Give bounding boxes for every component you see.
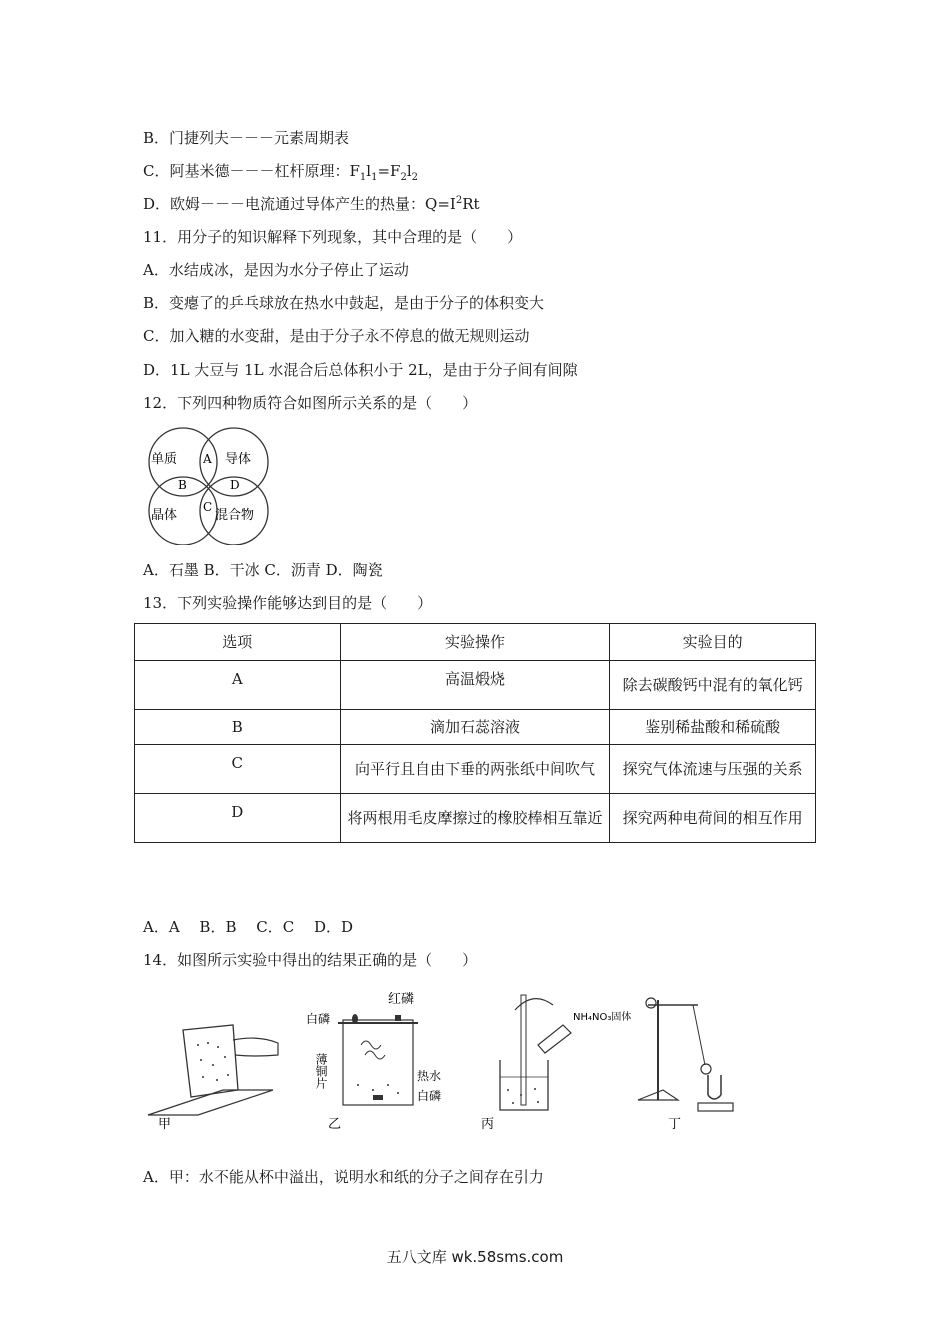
figure-jia [148, 1025, 278, 1132]
figure-ding [638, 998, 733, 1132]
venn-diagram [143, 425, 273, 545]
figure-label-ding: 丁 [668, 1117, 682, 1132]
table-row [135, 661, 816, 710]
table-cell: 探究两种电荷间的相互作用 [610, 794, 816, 843]
figure-label-bing: 丙 [481, 1117, 495, 1132]
table-row [135, 745, 816, 794]
table-cell: 除去碳酸钙中混有的氧化钙 [610, 661, 816, 710]
figure-label-yi: 乙 [328, 1117, 342, 1132]
venn-label-top-left: 单质 [151, 452, 178, 467]
q14-option-a: A．甲：水不能从杯中溢出，说明水和纸的分子之间存在引力 [143, 1168, 544, 1186]
q13-stem: 13．下列实验操作能够达到目的是（ ） [143, 594, 433, 612]
table-row [135, 794, 816, 843]
table-cell: C [135, 745, 341, 794]
table-header: 实验操作 [340, 624, 610, 661]
q11-option-d: D．1L 大豆与 1L 水混合后总体积小于 2L，是由于分子间有间隙 [143, 361, 578, 379]
figure-yi [306, 991, 441, 1132]
fig-yi-white-phosphorus-bottom: 白磷 [417, 1089, 442, 1103]
venn-label-top-right: 导体 [225, 452, 252, 467]
q14-stem: 14．如图所示实验中得出的结果正确的是（ ） [143, 951, 478, 969]
fig-yi-white-phosphorus-top: 白磷 [306, 1012, 331, 1026]
table-cell: 鉴别稀盐酸和稀硫酸 [610, 710, 816, 745]
figure-label-jia: 甲 [158, 1117, 172, 1132]
q11-option-c: C．加入糖的水变甜，是由于分子永不停息的做无规则运动 [143, 327, 530, 345]
venn-region-c: C [203, 500, 213, 514]
q12-options: A．石墨 B．干冰 C．沥青 D．陶瓷 [143, 561, 383, 579]
q10-option-d: D．欧姆－－－电流通过导体产生的热量：$Q=I^2Rt$ [143, 195, 480, 213]
q12-stem: 12．下列四种物质符合如图所示关系的是（ ） [143, 394, 478, 412]
q11-option-b: B．变瘪了的乒乓球放在热水中鼓起，是由于分子的体积变大 [143, 294, 545, 312]
table-cell: B [135, 710, 341, 745]
venn-region-d: D [230, 478, 240, 492]
table-header: 实验目的 [610, 624, 816, 661]
fig-yi-copper-plate: 薄铜片 [314, 1053, 328, 1089]
venn-region-b: B [178, 478, 187, 492]
figure-bing [481, 995, 631, 1132]
q10-option-b: B．门捷列夫－－－元素周期表 [143, 129, 350, 147]
table-cell: 滴加石蕊溶液 [340, 710, 610, 745]
table-cell: 将两根用毛皮摩擦过的橡胶棒相互靠近 [340, 794, 610, 843]
table-row [135, 710, 816, 745]
table-cell: 探究气体流速与压强的关系 [610, 745, 816, 794]
q10-option-c: C．阿基米德－－－杠杆原理：$F_1l_1=F_2l_2$ [143, 162, 418, 183]
q11-option-a: A．水结成冰，是因为水分子停止了运动 [143, 261, 409, 279]
q11-stem: 11．用分子的知识解释下列现象，其中合理的是（ ） [143, 228, 523, 246]
q13-options: A．A B．B C．C D．D [143, 918, 354, 936]
table-cell: D [135, 794, 341, 843]
table-header: 选项 [135, 624, 341, 661]
footer-watermark: 五八文库 wk.58sms.com [386, 1248, 564, 1266]
experiment-table [134, 623, 816, 843]
fig-bing-solid: NH₄NO₃固体 [573, 1012, 632, 1023]
venn-region-a: A [203, 452, 212, 466]
fig-yi-red-phosphorus: 红磷 [388, 992, 415, 1007]
table-header-row [135, 624, 816, 661]
table-cell: A [135, 661, 341, 710]
fig-yi-hot-water: 热水 [417, 1069, 442, 1083]
venn-label-bottom-left: 晶体 [151, 508, 178, 523]
experiment-figures [143, 985, 738, 1135]
table-cell: 高温煅烧 [340, 661, 610, 710]
venn-label-bottom-right: 混合物 [215, 508, 255, 523]
table-cell: 向平行且自由下垂的两张纸中间吹气 [340, 745, 610, 794]
